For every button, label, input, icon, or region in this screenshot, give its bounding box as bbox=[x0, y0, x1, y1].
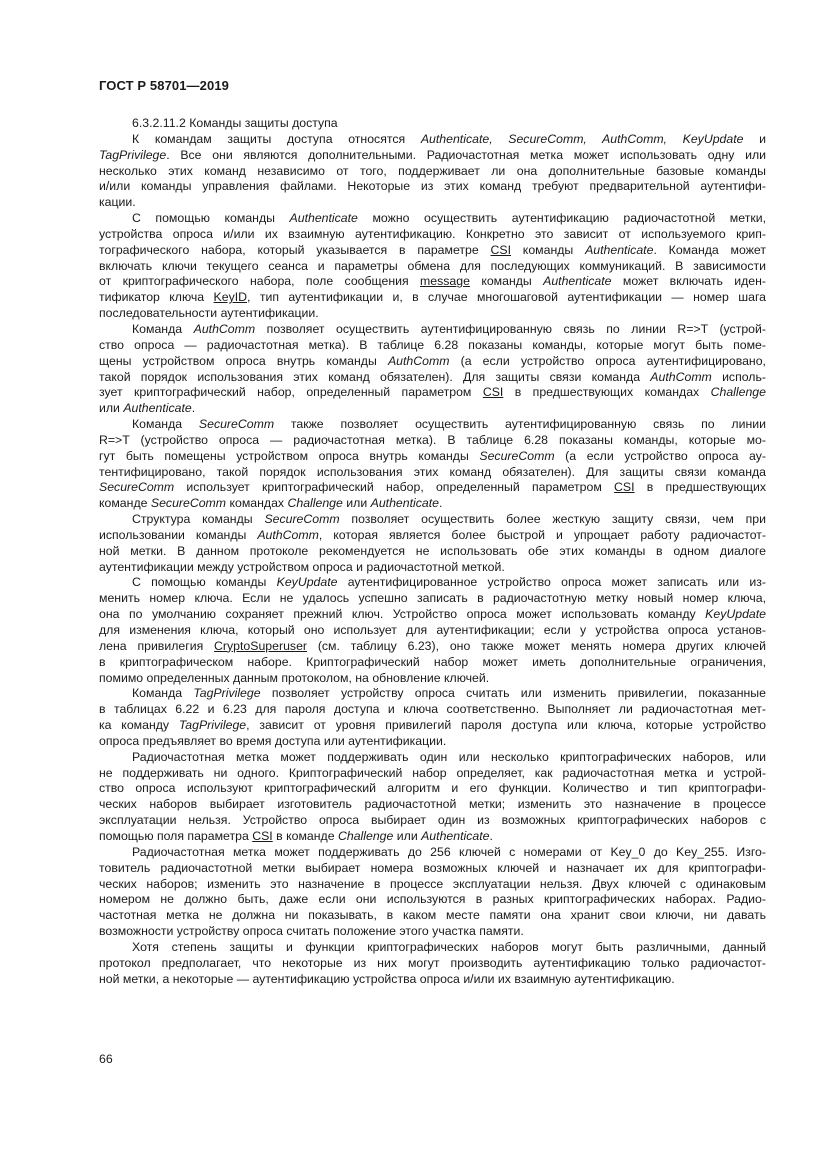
text-run: Радиочастотная метка может поддерживать до 256 ключей с номерами от Key_0 до Key_255. Изго- bbox=[132, 844, 766, 859]
text-run: . bbox=[489, 828, 493, 843]
paragraph-line bbox=[99, 766, 766, 782]
text-run: менить номер ключа. Если не удалось успешно записать в радиочастотную метку новый номер ключа, bbox=[99, 591, 766, 606]
paragraph-line bbox=[99, 734, 766, 750]
paragraph-line bbox=[99, 972, 766, 988]
paragraph-line bbox=[99, 290, 766, 306]
text-run: , зависит от уровня привилегий пароля доступа или ключа, которые устройство bbox=[246, 718, 766, 733]
text-run: ческих наборов выбирает изготовитель радиочастотной метки; изменить это назначение в процессе bbox=[99, 797, 766, 812]
text-run: Команда bbox=[132, 321, 194, 336]
text-run: команды bbox=[469, 274, 544, 289]
text-run: включать ключи текущего сеанса и параметры обмена для последующих коммуникаций. В зависимости bbox=[99, 258, 766, 273]
text-run: . bbox=[191, 401, 196, 416]
text-run: С помощью команды bbox=[132, 211, 290, 226]
paragraph-line bbox=[99, 385, 766, 401]
paragraph-line bbox=[99, 243, 766, 259]
text-run: тографического набора, который указывается в параметре bbox=[99, 242, 491, 257]
paragraph-line bbox=[99, 195, 766, 211]
parameter-term: CryptoSuperuser bbox=[214, 638, 308, 653]
paragraph bbox=[99, 417, 766, 512]
paragraph-line bbox=[99, 528, 766, 544]
paragraph-line bbox=[99, 940, 766, 956]
text-run: . Все они являются дополнительными. Радиочастотная метка может использовать одну или bbox=[166, 147, 766, 162]
text-run: Команда bbox=[132, 417, 199, 432]
paragraph-line bbox=[99, 607, 766, 623]
paragraph-line bbox=[99, 179, 766, 195]
text-run: ство опроса — радиочастотная метка). В таблице 6.28 показаны команды, которые могут быть поме- bbox=[99, 337, 766, 352]
paragraph-line bbox=[99, 781, 766, 797]
paragraph-line bbox=[99, 591, 766, 607]
paragraph-line bbox=[99, 924, 766, 940]
text-run: в предшествующих командах bbox=[503, 385, 711, 400]
paragraph-line bbox=[99, 433, 766, 449]
section-heading: 6.3.2.11.2 Команды защиты доступа bbox=[132, 116, 338, 130]
paragraph-line bbox=[99, 892, 766, 908]
paragraph bbox=[99, 512, 766, 575]
text-run: аутентификации между устройством опроса и радиочастотной меткой. bbox=[99, 559, 505, 574]
paragraph-line bbox=[99, 417, 766, 433]
command-name: SecureComm bbox=[99, 480, 175, 495]
text-run: командах bbox=[226, 496, 288, 511]
paragraph-line bbox=[99, 861, 766, 877]
paragraph-line bbox=[99, 750, 766, 766]
text-run: протокол предполагает, что некоторые из них могут производить аутентификацию только радиочастот- bbox=[99, 955, 766, 970]
text-run: в криптографическом наборе. Криптографический набор может иметь дополнительные ограничения, bbox=[99, 654, 766, 669]
text-run: или bbox=[393, 828, 422, 843]
text-run: команды bbox=[511, 242, 586, 257]
text-run: Структура команды bbox=[132, 512, 265, 527]
paragraph-line bbox=[99, 560, 766, 576]
text-run: К командам защиты доступа относятся bbox=[132, 131, 421, 146]
document-header: ГОСТ Р 58701—2019 bbox=[99, 78, 229, 93]
text-run: от криптографического набора, поле сообщения bbox=[99, 274, 421, 289]
text-run: , которая является более быстрой и упрощает работу радиочастот- bbox=[318, 527, 766, 542]
paragraph-line bbox=[99, 797, 766, 813]
paragraph-line bbox=[99, 449, 766, 465]
text-run: в команде bbox=[272, 828, 338, 843]
paragraph-line bbox=[99, 259, 766, 275]
paragraph bbox=[99, 322, 766, 417]
command-name: SecureComm bbox=[479, 448, 555, 463]
command-name: AuthComm bbox=[650, 369, 712, 384]
text-run: использует криптографический набор, определенный параметром bbox=[174, 480, 615, 495]
paragraph-line bbox=[99, 655, 766, 671]
command-name: Challenge bbox=[337, 828, 394, 843]
paragraph bbox=[99, 686, 766, 749]
paragraph-line bbox=[99, 908, 766, 924]
parameter-term: message bbox=[420, 274, 470, 289]
parameter-term: CSI bbox=[614, 480, 635, 495]
text-run: для изменения ключа, который оно использует для аутентификации; если у устройства опроса установ- bbox=[99, 623, 766, 637]
parameter-term: KeyID bbox=[213, 290, 248, 305]
paragraph-line bbox=[99, 877, 766, 893]
text-run: она по умолчанию сохраняет прежний ключ. Устройство опроса может использовать команду bbox=[99, 607, 706, 622]
text-run: номером не должно быть, даже если они используются в разных криптографических наборах. Радио- bbox=[99, 892, 766, 907]
paragraph-line bbox=[99, 370, 766, 386]
text-run: R=>T (устройство опроса — радиочастотная метка). В таблице 6.28 показаны команды, которые мо- bbox=[99, 432, 766, 447]
text-run: позволяет осуществить аутентифицированную связь по линии R=>T (устрой- bbox=[255, 321, 766, 336]
paragraph-line bbox=[99, 480, 766, 496]
paragraph-line bbox=[99, 274, 766, 290]
text-run: эксплуатации нельзя. Устройство опроса выбирает один из возможных криптографических наборов с bbox=[99, 813, 766, 828]
text-run: можно осуществить аутентификацию радиочастотной метки, bbox=[357, 211, 766, 226]
paragraph-line bbox=[99, 227, 766, 243]
paragraph-line bbox=[99, 496, 766, 512]
command-name: Challenge bbox=[287, 496, 343, 511]
command-name: SecureComm bbox=[198, 417, 275, 432]
paragraph-line bbox=[99, 575, 766, 591]
command-name: Authenticate, SecureComm, AuthComm, KeyUpdate bbox=[420, 131, 744, 146]
text-run: , тип аутентификации и, в случае многошаговой аутентификации — номер шага bbox=[247, 290, 766, 305]
command-name: SecureComm bbox=[264, 512, 340, 527]
command-name: TagPrivilege bbox=[99, 147, 167, 162]
text-run: опроса предъявляет во время доступа или аутентификации. bbox=[99, 733, 447, 748]
paragraph bbox=[99, 132, 766, 211]
text-run: в таблицах 6.22 и 6.23 для пароля доступа и ключа соответственно. Выполняет ли радиочастотная мет- bbox=[99, 702, 766, 717]
text-run: также позволяет осуществить аутентифицированную связь по линии bbox=[274, 417, 766, 432]
text-run: такой порядок использования этих команд обязателен). Для защиты связи команда bbox=[99, 369, 651, 384]
paragraph-line bbox=[99, 148, 766, 164]
text-run: может включать иден- bbox=[611, 274, 767, 289]
parameter-term: CSI bbox=[252, 828, 273, 843]
paragraph-line bbox=[99, 718, 766, 734]
paragraph-line bbox=[99, 401, 766, 417]
text-run: ной метки, а некоторые — аутентификацию устройства опроса и/или их взаимную аутентификацию. bbox=[99, 971, 675, 986]
command-name: Authenticate bbox=[543, 274, 612, 289]
paragraph-line bbox=[99, 845, 766, 861]
paragraph-line bbox=[99, 322, 766, 338]
paragraph bbox=[99, 575, 766, 686]
paragraph-line bbox=[99, 132, 766, 148]
text-run: возможности устройству опроса считать положение этого участка памяти. bbox=[99, 924, 524, 939]
paragraph-line bbox=[99, 813, 766, 829]
paragraph-line bbox=[99, 623, 766, 639]
paragraph-line bbox=[99, 354, 766, 370]
command-name: AuthComm bbox=[257, 527, 319, 542]
command-name: Authenticate bbox=[421, 828, 490, 843]
text-run: и/или команды управления файлами. Некоторые из этих команд требуют предварительной аутентифи- bbox=[99, 179, 766, 194]
text-run: ной метки. В данном протоколе рекомендуется не использовать обе этих команды в одном диалоге bbox=[99, 543, 766, 558]
text-run: помощью поля параметра bbox=[99, 828, 253, 843]
paragraph-line bbox=[99, 544, 766, 560]
paragraph bbox=[99, 940, 766, 988]
parameter-term: CSI bbox=[482, 385, 504, 400]
paragraph-line bbox=[99, 512, 766, 528]
command-name: TagPrivilege bbox=[178, 718, 247, 733]
paragraph-line bbox=[99, 306, 766, 322]
text-run: Хотя степень защиты и функции криптографических наборов могут быть различными, данный bbox=[132, 939, 766, 954]
paragraph-line bbox=[99, 829, 766, 845]
text-run: частотная метка не должна ни показывать, в каком месте памяти она хранит свои ключи, ни давать bbox=[99, 908, 766, 923]
text-run: ческих наборов; изменить это назначение в процессе эксплуатации нельзя. Двух ключей с одинаковым bbox=[99, 876, 766, 891]
paragraph-line bbox=[99, 164, 766, 180]
text-run: позволяет осуществить более жесткую защиту связи, чем при bbox=[339, 512, 766, 527]
text-run: и bbox=[743, 131, 767, 146]
paragraph-line bbox=[99, 956, 766, 972]
text-run: использовании команды bbox=[99, 527, 258, 542]
text-run: гут быть помещены устройством опроса внутрь команды bbox=[99, 448, 480, 463]
text-run: зует криптографический набор, определенный параметром bbox=[99, 385, 483, 400]
text-run: кации. bbox=[99, 195, 136, 210]
text-run: С помощью команды bbox=[132, 575, 277, 590]
command-name: Authenticate bbox=[289, 211, 358, 226]
text-run: товитель радиочастотной метки выбирает номера возможных ключей и назначает их для криптографи- bbox=[99, 860, 766, 875]
paragraph-line bbox=[99, 639, 766, 655]
page-number: 66 bbox=[99, 1052, 113, 1066]
text-run: лена привилегия bbox=[99, 638, 215, 653]
paragraph-line bbox=[99, 671, 766, 687]
text-run: ство опроса используют криптографический алгоритм и его функции. Количество и тип криптографи- bbox=[99, 781, 766, 796]
text-run: последовательности аутентификации. bbox=[99, 306, 319, 321]
document-body bbox=[99, 116, 766, 987]
command-name: KeyUpdate bbox=[276, 575, 338, 590]
paragraph-line bbox=[99, 686, 766, 702]
text-run: Радиочастотная метка может поддерживать один или несколько криптографических наборов, или bbox=[132, 749, 766, 764]
text-run: . Команда может bbox=[653, 242, 766, 257]
command-name: AuthComm bbox=[193, 321, 256, 336]
command-name: Authenticate bbox=[370, 496, 439, 511]
text-run: позволяет устройству опроса считать или изменить привилегии, показанные bbox=[260, 686, 766, 701]
text-run: тентифицировано, такой порядок использования этих команд обязателен). Для защиты связи команда bbox=[99, 464, 766, 479]
text-run: не поддерживать ни одного. Криптографический набор определяет, как радиочастотная метка и устрой- bbox=[99, 765, 766, 780]
paragraph-line bbox=[99, 702, 766, 718]
text-run: Команда bbox=[132, 686, 194, 701]
text-run: помимо определенных данным протоколом, на обновление ключей. bbox=[99, 670, 490, 685]
command-name: SecureComm bbox=[150, 496, 227, 511]
paragraph-line bbox=[99, 465, 766, 481]
text-run: или bbox=[99, 401, 124, 416]
text-run: команде bbox=[99, 496, 151, 511]
text-run: несколько этих команд независимо от того, поддерживает ли она дополнительные базовые команды bbox=[99, 163, 766, 178]
text-run: (а если устройство опроса аутентифицировано, bbox=[449, 353, 766, 368]
parameter-term: CSI bbox=[490, 242, 511, 257]
command-name: KeyUpdate bbox=[705, 607, 766, 622]
text-run: . bbox=[439, 496, 443, 511]
text-run: ка команду bbox=[99, 718, 179, 733]
text-run: в предшествующих bbox=[634, 480, 766, 495]
paragraph-line bbox=[99, 338, 766, 354]
paragraph bbox=[99, 211, 766, 322]
text-run: (см. таблицу 6.23), оно также может менять номера других ключей bbox=[307, 638, 766, 653]
text-run: аутентифицированное устройство опроса может записать или из- bbox=[337, 575, 766, 590]
paragraph-line bbox=[99, 211, 766, 227]
command-name: AuthComm bbox=[387, 353, 450, 368]
command-name: Authenticate bbox=[585, 242, 654, 257]
text-run: тификатор ключа bbox=[99, 290, 214, 305]
paragraph bbox=[99, 750, 766, 845]
text-run: (а если устройство опроса ау- bbox=[554, 448, 766, 463]
text-run: исполь- bbox=[711, 369, 766, 384]
paragraph bbox=[99, 845, 766, 940]
command-name: TagPrivilege bbox=[193, 686, 261, 701]
command-name: Authenticate bbox=[123, 401, 192, 416]
text-run: устройства опроса и/или их взаимную аутентификацию. Конкретно это зависит от используемого крип- bbox=[99, 226, 766, 241]
command-name: Challenge bbox=[710, 385, 766, 400]
text-run: или bbox=[342, 496, 371, 511]
text-run: щены устройством опроса внутрь команды bbox=[99, 353, 388, 368]
